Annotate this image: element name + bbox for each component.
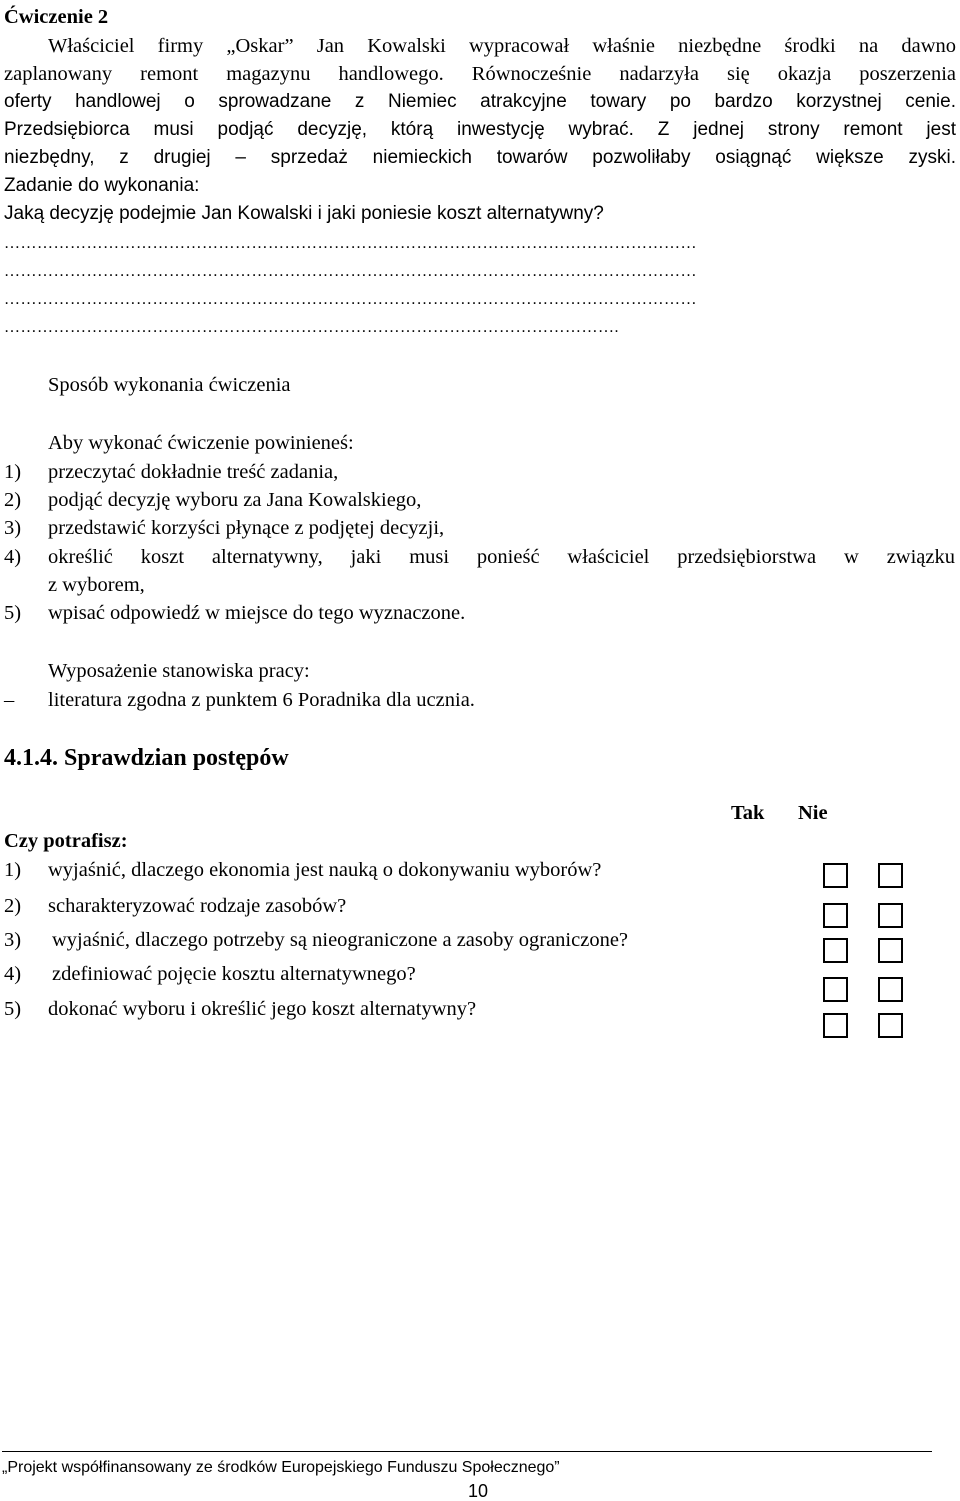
step-text: przedstawić korzyści płynące z podjętej decyzji, (48, 517, 445, 539)
answer-line-3[interactable]: ……………………………………………………………………………………………………………… (4, 291, 697, 308)
checkbox-yes-2[interactable] (823, 903, 848, 928)
checkbox-yes-3[interactable] (823, 938, 848, 963)
step-number: 5) (4, 602, 22, 624)
exercise-text-line-1: Właściciel firmy „Oskar” Jan Kowalski wypracował właśnie niezbędne środki na dawno (48, 35, 956, 57)
exercise-text-line-5: niezbędny, z drugiej – sprzedaż niemieckich towarów pozwoliłaby osiągnąć większe zyski. (4, 147, 956, 168)
method-heading: Sposób wykonania ćwiczenia (48, 374, 291, 396)
equipment-heading: Wyposażenie stanowiska pracy: (48, 660, 310, 682)
question-number: 1) (4, 859, 22, 881)
exercise-title: Ćwiczenie 2 (4, 6, 109, 28)
method-intro: Aby wykonać ćwiczenie powinieneś: (48, 432, 354, 454)
answer-line-1[interactable]: ……………………………………………………………………………………………………………… (4, 235, 697, 252)
equipment-item: literatura zgodna z punktem 6 Poradnika dla ucznia. (48, 689, 475, 711)
checkbox-no-1[interactable] (878, 863, 903, 888)
step-number: 1) (4, 461, 22, 483)
step-number: 2) (4, 489, 22, 511)
checkbox-yes-5[interactable] (823, 1013, 848, 1038)
exercise-text-line-4: Przedsiębiorca musi podjąć decyzję, którą inwestycję wybrać. Z jednej strony remont jest (4, 119, 956, 140)
checkbox-no-5[interactable] (878, 1013, 903, 1038)
step-text: podjąć decyzję wyboru za Jana Kowalskiego, (48, 489, 422, 511)
step-text-continued: z wyborem, (48, 574, 145, 596)
answer-line-4[interactable]: …………………………………………………………………………………………………. (4, 319, 619, 336)
checkbox-no-4[interactable] (878, 977, 903, 1002)
exercise-text-line-2: zaplanowany remont magazynu handlowego. Równocześnie nadarzyła się okazja poszerzenia (4, 63, 956, 85)
checkbox-no-3[interactable] (878, 938, 903, 963)
question-text: wyjaśnić, dlaczego potrzeby są nieograniczone a zasoby ograniczone? (52, 929, 629, 951)
checkbox-no-2[interactable] (878, 903, 903, 928)
page-number: 10 (468, 1481, 489, 1501)
equipment-dash: – (4, 689, 15, 711)
checkbox-yes-1[interactable] (823, 863, 848, 888)
step-text: określić koszt alternatywny, jaki musi ponieść właściciel przedsiębiorstwa w związku (48, 546, 955, 568)
task-question: Jaką decyzję podejmie Jan Kowalski i jaki poniesie koszt alternatywny? (4, 203, 604, 224)
task-label: Zadanie do wykonania: (4, 175, 200, 196)
section-title: 4.1.4. Sprawdzian postępów (4, 745, 289, 771)
question-heading: Czy potrafisz: (4, 830, 128, 852)
question-number: 4) (4, 963, 22, 985)
question-number: 5) (4, 998, 22, 1020)
question-text: zdefiniować pojęcie kosztu alternatywnego? (52, 963, 416, 985)
step-number: 4) (4, 546, 22, 568)
footer-divider (2, 1451, 932, 1452)
step-text: przeczytać dokładnie treść zadania, (48, 461, 339, 483)
step-number: 3) (4, 517, 22, 539)
footer-project-text: „Projekt współfinansowany ze środków Europejskiego Funduszu Społecznego” (2, 1459, 560, 1476)
question-number: 2) (4, 895, 22, 917)
column-header-yes: Tak (731, 802, 765, 824)
question-text: wyjaśnić, dlaczego ekonomia jest nauką o dokonywaniu wyborów? (48, 859, 602, 881)
step-text: wpisać odpowiedź w miejsce do tego wyznaczone. (48, 602, 466, 624)
exercise-text-line-3: oferty handlowej o sprowadzane z Niemiec atrakcyjne towary po bardzo korzystnej cenie. (4, 91, 956, 112)
column-header-no: Nie (798, 802, 828, 824)
question-text: dokonać wyboru i określić jego koszt alternatywny? (48, 998, 477, 1020)
checkbox-yes-4[interactable] (823, 977, 848, 1002)
question-text: scharakteryzować rodzaje zasobów? (48, 895, 347, 917)
question-number: 3) (4, 929, 22, 951)
answer-line-2[interactable]: ……………………………………………………………………………………………………………… (4, 263, 697, 280)
